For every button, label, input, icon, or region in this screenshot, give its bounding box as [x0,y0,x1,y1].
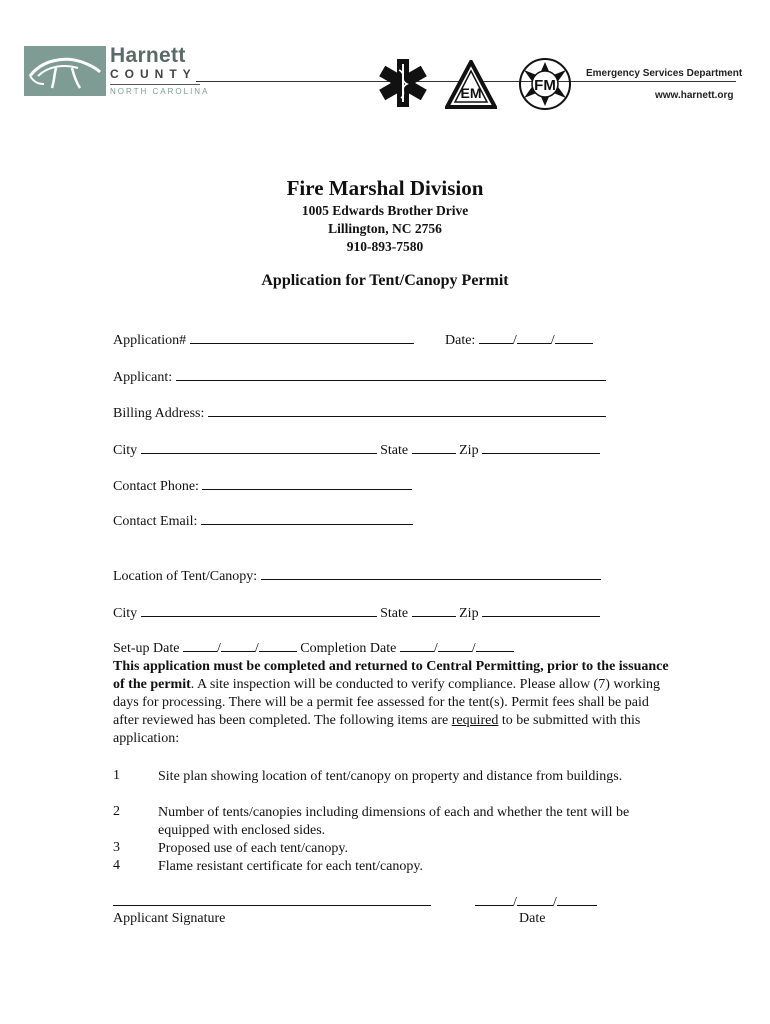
zip-label-2: Zip [459,606,479,621]
zip-field[interactable] [482,441,600,454]
location-row [113,567,601,585]
application-number-label: Application# [113,333,187,348]
city-row-1 [113,441,600,459]
list-item-number: 3 [113,840,120,855]
instructions-text-2: to be submitted with this application: [113,713,641,746]
billing-address-field[interactable] [208,404,606,417]
completion-year-field[interactable] [476,639,514,652]
logo-divider [110,84,200,85]
contact-email-label: Contact Email: [113,514,198,529]
department-name: Emergency Services Department [586,68,743,79]
form-subtitle: Application for Tent/Canopy Permit [261,272,509,289]
signature-date-row: / / [475,893,597,911]
instructions-bold: This application must be completed and returned to Central Permitting, prior to the issuance of the permit [113,659,669,692]
logo-name: Harnett [110,44,186,67]
signature-field[interactable] [113,905,431,906]
completion-day-field[interactable] [438,639,472,652]
list-item: Number of tents/canopies including dimensions of each and whether the tent will be equipped with enclosed sides. [158,805,630,838]
signature-label: Applicant Signature [113,911,226,926]
state-field[interactable] [412,441,456,454]
instructions-text-1: . A site inspection will be conducted to verify compliance. Please allow (7) working days for processing. There will be a permit fee assessed for the tent(s). Permit fees shall be paid after reviewed has been completed. The following items are [113,677,661,728]
setup-year-field[interactable] [259,639,297,652]
instructions-required: required [451,713,499,728]
fm-emblem-text: FM [534,77,556,94]
dates-row: Set-up Date / / Completion Date / / [113,639,514,657]
list-item: Proposed use of each tent/canopy. [158,841,348,856]
setup-day-field[interactable] [221,639,255,652]
list-item: Site plan showing location of tent/canopy on property and distance from buildings. [158,769,623,784]
completion-month-field[interactable] [400,639,434,652]
setup-month-field[interactable] [183,639,217,652]
em-emblem-text: EM [460,85,482,101]
contact-phone-field[interactable] [202,477,412,490]
signature-date-label: Date [519,911,546,926]
list-item: Flame resistant certificate for each tent/canopy. [158,859,423,874]
date-day-field[interactable] [517,331,551,344]
address-city: Lillington, NC 2756 [328,221,442,236]
date-month-field[interactable] [479,331,513,344]
city-field-2[interactable] [141,604,377,617]
application-number-field[interactable] [190,331,414,344]
billing-address-label: Billing Address: [113,406,205,421]
emergency-management-emblem [445,60,497,115]
location-label: Location of Tent/Canopy: [113,569,258,584]
date-label: Date: [445,333,476,348]
list-item-number: 4 [113,858,120,873]
application-number-row [113,331,414,349]
contact-email-field[interactable] [201,512,413,525]
city-label: City [113,443,138,458]
list-item-number: 2 [113,804,120,819]
location-field[interactable] [261,567,601,580]
signature-month-field[interactable] [475,893,513,906]
address-phone: 910-893-7580 [346,239,424,254]
city-field[interactable] [141,441,377,454]
website-link[interactable]: www.harnett.org [655,90,734,101]
state-field-2[interactable] [412,604,456,617]
county-logo [24,46,106,96]
completion-date-label: Completion Date [300,641,397,656]
contact-phone-row [113,477,412,495]
contact-email-row [113,512,413,530]
instructions-paragraph [113,658,673,748]
logo-state: NORTH CAROLINA [110,87,210,96]
logo-county: COUNTY [110,67,197,81]
state-label-2: State [380,606,409,621]
star-of-life-icon [378,56,428,115]
contact-phone-label: Contact Phone: [113,479,199,494]
tree-arch-icon [24,46,106,96]
zip-field-2[interactable] [482,604,600,617]
zip-label: Zip [459,443,479,458]
page-title: Fire Marshal Division [286,176,484,200]
state-label: State [380,443,409,458]
setup-date-label: Set-up Date [113,641,180,656]
billing-address-row [113,404,606,422]
city-row-2 [113,604,600,622]
date-year-field[interactable] [555,331,593,344]
signature-day-field[interactable] [517,893,553,906]
applicant-row [113,368,606,386]
list-item-number: 1 [113,768,120,783]
applicant-label: Applicant: [113,370,173,385]
city-label-2: City [113,606,138,621]
signature-year-field[interactable] [557,893,597,906]
applicant-field[interactable] [176,368,606,381]
address-street: 1005 Edwards Brother Drive [301,203,469,218]
fire-marshal-emblem [518,56,572,117]
date-row: Date: / / [445,331,593,349]
